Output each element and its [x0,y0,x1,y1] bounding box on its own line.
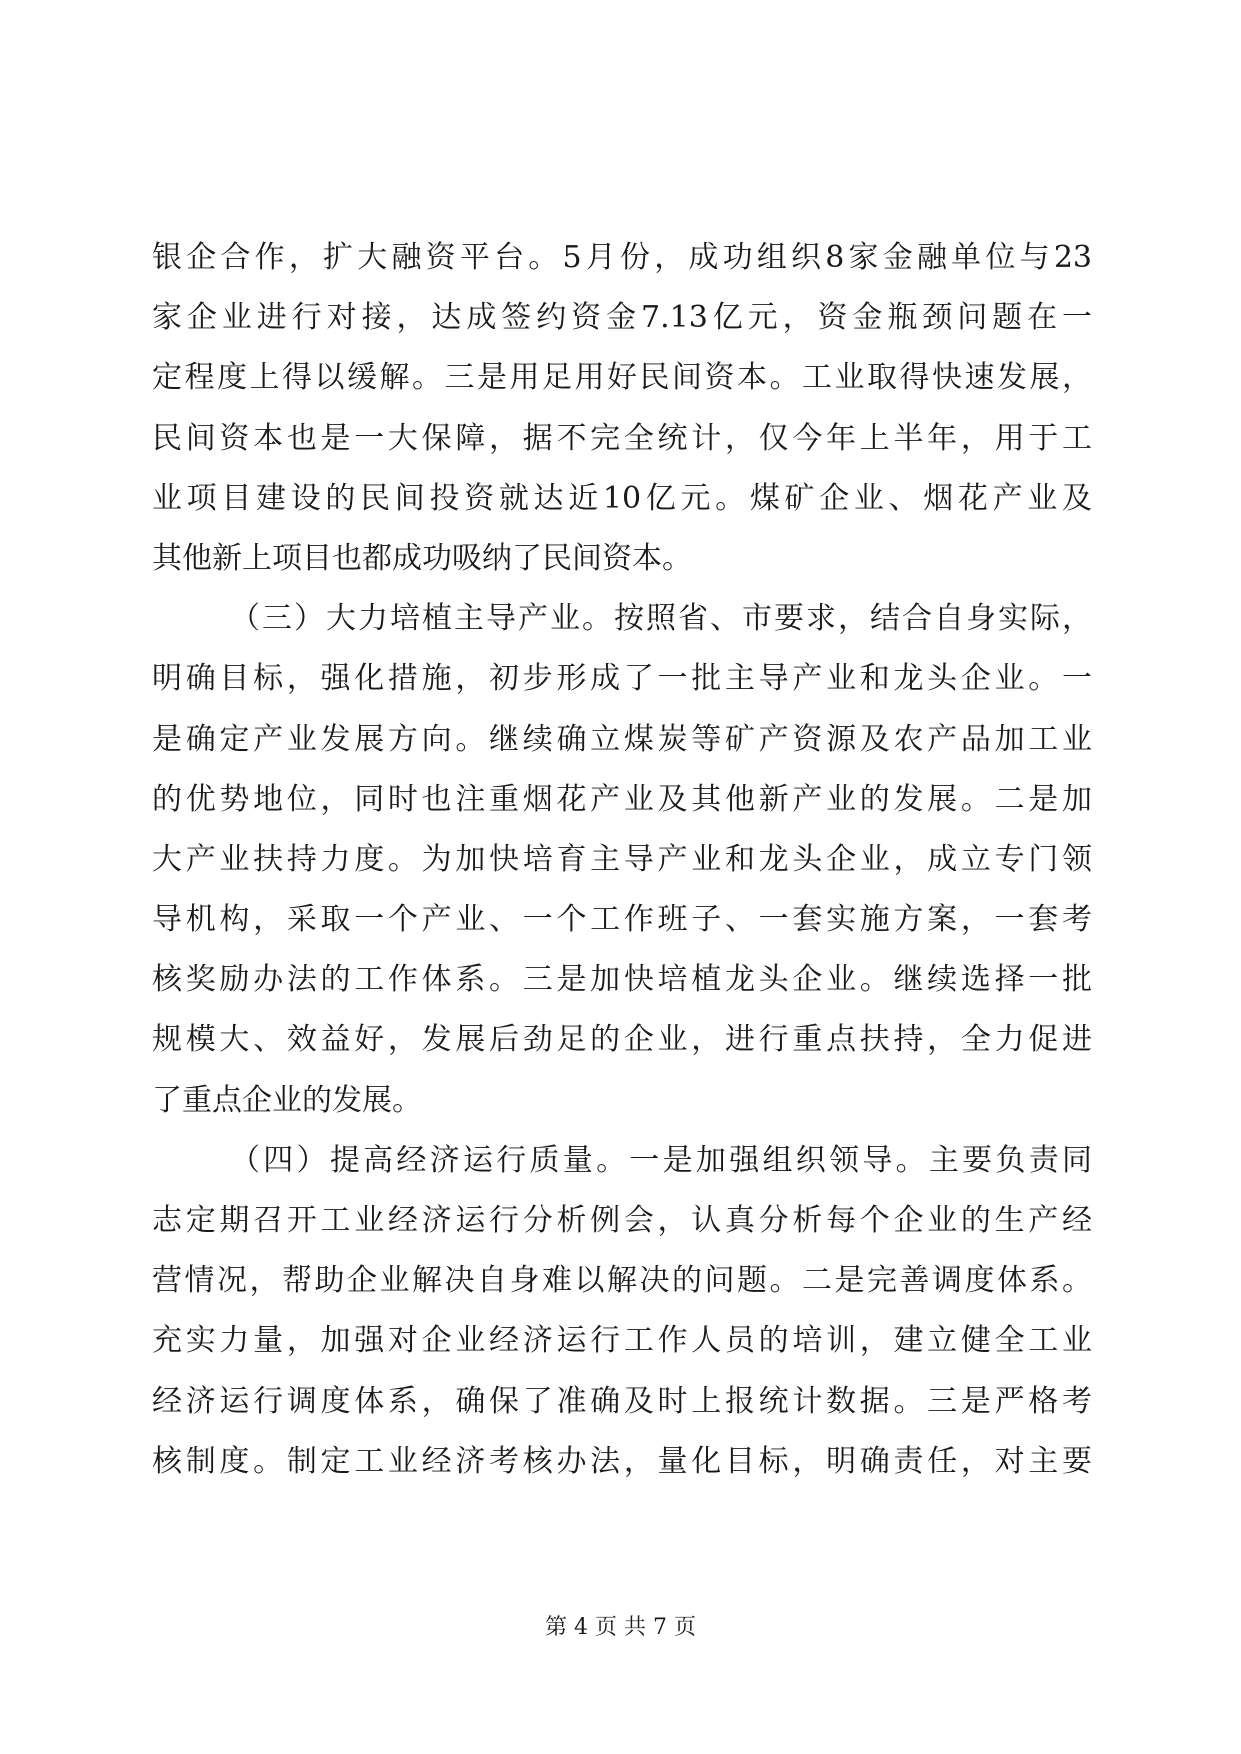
text-line: 核奖励办法的工作体系。三是加快培植龙头企业。继续选择一批 [152,962,1092,998]
text-line: 导机构，采取一个产业、一个工作班子、一套实施方案，一套考 [152,902,1092,938]
body-text [152,228,1092,1492]
text-line: 家企业进行对接，达成签约资金7.13亿元，资金瓶颈问题在一 [152,300,1092,336]
text-line: 规模大、效益好，发展后劲足的企业，进行重点扶持，全力促进 [152,1022,1092,1058]
text-line: 的优势地位，同时也注重烟花产业及其他新产业的发展。二是加 [152,781,1092,817]
text-line: 核制度。制定工业经济考核办法，量化目标，明确责任，对主要 [152,1443,1092,1479]
text-line: 业项目建设的民间投资就达近10亿元。煤矿企业、烟花产业及 [152,480,1092,516]
text-line: 营情况，帮助企业解决自身难以解决的问题。二是完善调度体系。 [152,1263,1092,1299]
text-line: 明确目标，强化措施，初步形成了一批主导产业和龙头企业。一 [152,661,1092,697]
section-heading-line: （四）提高经济运行质量。一是加强组织领导。主要负责同 [230,1142,1092,1178]
text-line: 志定期召开工业经济运行分析例会，认真分析每个企业的生产经 [152,1203,1092,1238]
text-line: 民间资本也是一大保障，据不完全统计，仅今年上半年，用于工 [152,420,1092,456]
text-line: 充实力量，加强对企业经济运行工作人员的培训，建立健全工业 [152,1323,1092,1359]
text-line: 大产业扶持力度。为加快培育主导产业和龙头企业，成立专门领 [152,841,1092,877]
text-line: 其他新上项目也都成功吸纳了民间资本。 [152,540,692,576]
page-number: 第 4 页 共 7 页 [545,1615,696,1640]
text-line: 是确定产业发展方向。继续确立煤炭等矿产资源及农产品加工业 [152,721,1092,757]
text-line: 了重点企业的发展。 [152,1082,422,1118]
section-heading-line: （三）大力培植主导产业。按照省、市要求，结合自身实际， [230,601,1092,637]
text-line: 银企合作，扩大融资平台。5月份，成功组织8家金融单位与23 [152,240,1092,275]
text-line: 经济运行调度体系，确保了准确及时上报统计数据。三是严格考 [152,1383,1092,1419]
text-line: 定程度上得以缓解。三是用足用好民间资本。工业取得快速发展， [152,360,1092,396]
